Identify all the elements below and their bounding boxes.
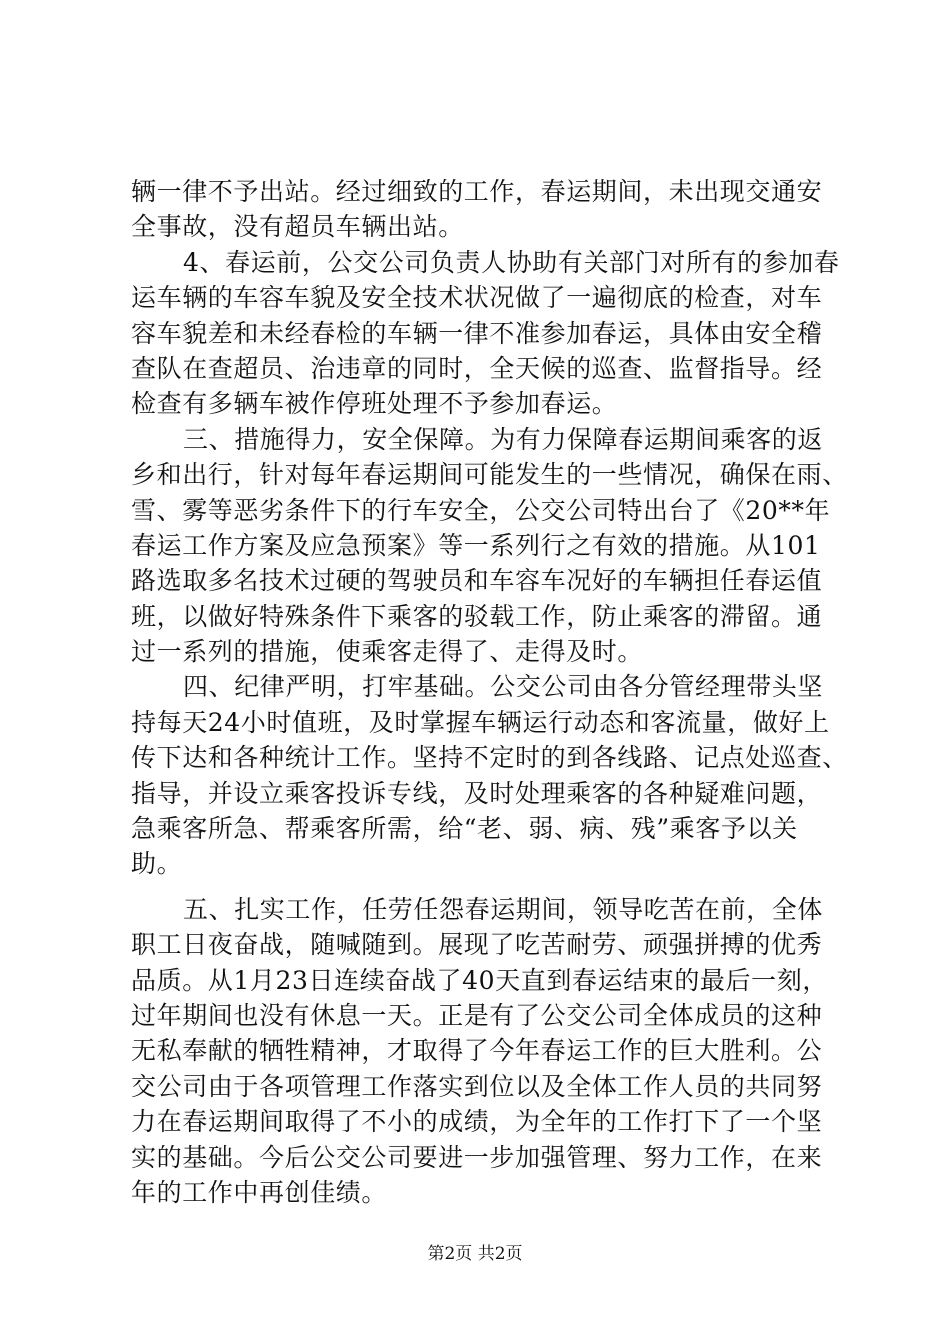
text-line: 春运工作方案及应急预案》等一系列行之有效的措施。从101: [131, 530, 821, 560]
text-line: 力在春运期间取得了不小的成绩，为全年的工作打下了一个坚: [131, 1107, 823, 1137]
text-line: 路选取多名技术过硬的驾驶员和车容车况好的车辆担任春运值: [131, 566, 823, 596]
text-line: 持每天24小时值班，及时掌握车辆运行动态和客流量，做好上: [131, 707, 830, 737]
text-line: 过一系列的措施，使乘客走得了、走得及时。: [131, 637, 644, 667]
paragraph: [131, 174, 831, 245]
text-line: 急乘客所急、帮乘客所需，给“老、弱、病、残”乘客予以关: [131, 814, 798, 844]
text-line: 容车貌差和未经春检的车辆一律不准参加春运，具体由安全稽: [131, 318, 823, 348]
paragraph: [131, 669, 848, 881]
text-line: 雪、雾等恶劣条件下的行车安全，公交公司特出台了《20**年: [131, 495, 831, 525]
text-line: 助。: [131, 849, 183, 879]
text-line: 查队在查超员、治违章的同时，全天候的巡查、监督指导。经: [131, 353, 823, 383]
text-line: 4、春运前，公交公司负责人协助有关部门对所有的参加春: [183, 247, 840, 277]
paragraph: [131, 422, 848, 670]
text-line: 无私奉献的牺牲精神，才取得了今年春运工作的巨大胜利。公: [131, 1036, 823, 1066]
text-line: 辆一律不予出站。经过细致的工作，春运期间，未出现交通安: [131, 177, 823, 206]
document-body: [131, 174, 848, 1210]
text-line: 五、扎实工作，任劳任怨春运期间，领导吃苦在前，全体: [183, 894, 824, 924]
text-line: 年的工作中再创佳绩。: [131, 1177, 388, 1207]
text-line: 班，以做好特殊条件下乘客的驳载工作，防止乘客的滞留。通: [131, 601, 823, 631]
paragraph: [131, 892, 831, 1211]
text-line: 全事故，没有超员车辆出站。: [131, 212, 464, 242]
text-line: 指导，并设立乘客投诉专线，及时处理乘客的各种疑难问题，: [131, 778, 823, 808]
text-line: 品质。从1月23日连续奋战了40天直到春运结束的最后一刻，: [131, 965, 828, 995]
paragraph: [131, 245, 840, 422]
page-footer: 第2页 共2页: [427, 1244, 523, 1264]
text-line: 实的基础。今后公交公司要进一步加强管理、努力工作，在来: [131, 1142, 823, 1172]
text-line: 检查有多辆车被作停班处理不予参加春运。: [131, 389, 618, 419]
text-line: 运车辆的车容车貌及安全技术状况做了一遍彻底的检查，对车: [131, 283, 823, 313]
text-line: 交公司由于各项管理工作落实到位以及全体工作人员的共同努: [131, 1071, 823, 1101]
text-line: 乡和出行，针对每年春运期间可能发生的一些情况，确保在雨、: [131, 460, 848, 490]
text-line: 三、措施得力，安全保障。为有力保障春运期间乘客的返: [183, 424, 824, 454]
paragraph-gap: [131, 882, 831, 892]
text-line: 过年期间也没有休息一天。正是有了公交公司全体成员的这种: [131, 1000, 823, 1030]
text-line: 四、纪律严明，打牢基础。公交公司由各分管经理带头坚: [183, 672, 824, 702]
text-line: 传下达和各种统计工作。坚持不定时的到各线路、记点处巡查、: [131, 743, 848, 773]
text-line: 职工日夜奋战，随喊随到。展现了吃苦耐劳、顽强拼搏的优秀: [131, 930, 823, 960]
